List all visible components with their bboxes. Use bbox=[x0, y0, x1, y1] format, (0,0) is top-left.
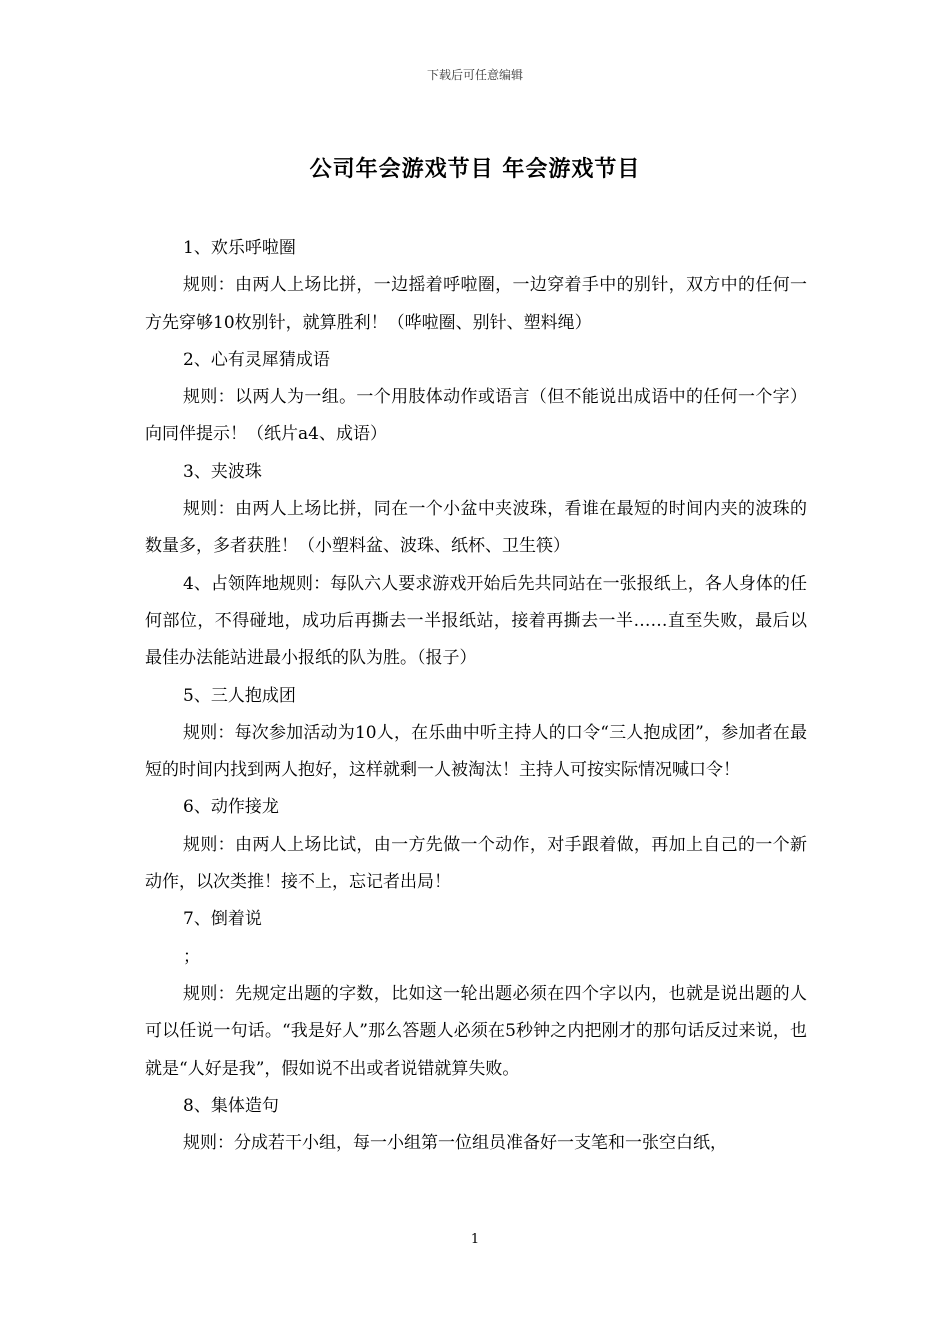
section-heading-8: 8、集体造句 bbox=[183, 1095, 279, 1116]
header-note: 下载后可任意编辑 bbox=[426, 68, 523, 82]
rule-paragraph-3: 规则：由两人上场比拼，同在一个小盆中夹波珠，看谁在最短的时间内夹的波珠的数量多，多者获胜！（小塑料盆、波珠、纸杯、卫生筷） bbox=[145, 499, 807, 557]
rule-paragraph-2: 规则：以两人为一组。一个用肢体动作或语言（但不能说出成语中的任何一个字）向同伴提示！（纸片a4、成语） bbox=[145, 387, 807, 445]
section-heading-6: 6、动作接龙 bbox=[183, 797, 279, 818]
section-paragraph-4: 4、占领阵地规则：每队六人要求游戏开始后先共同站在一张报纸上，各人身体的任何部位，不得碰地，成功后再撕去一半报纸站，接着再撕去一半……直至失败，最后以最佳办法能站进最小报纸的队为胜。（报子） bbox=[145, 573, 807, 669]
section-heading-7: 7、倒着说 bbox=[183, 909, 262, 930]
rule-paragraph-5: 规则：每次参加活动为10人，在乐曲中听主持人的口令“三人抱成团”，参加者在最短的时间内找到两人抱好，这样就剩一人被淘汰！主持人可按实际情况喊口令！ bbox=[145, 722, 807, 781]
section-heading-2: 2、心有灵犀猜成语 bbox=[183, 349, 330, 370]
rule-paragraph-1: 规则：由两人上场比拼，一边摇着呼啦圈，一边穿着手中的别针，双方中的任何一方先穿够10枚别针，就算胜利！（哗啦圈、别针、塑料绳） bbox=[145, 275, 807, 333]
document-title: 公司年会游戏节目 年会游戏节目 bbox=[309, 157, 641, 182]
rule-paragraph-7: 规则：先规定出题的字数，比如这一轮出题必须在四个字以内，也就是说出题的人可以任说一句话。“我是好人”那么答题人必须在5秒钟之内把刚才的那句话反过来说，也就是“人好是我”，假如说不出或者说错就算失败。 bbox=[145, 983, 807, 1079]
section-heading-3: 3、夹波珠 bbox=[183, 461, 262, 482]
section-heading-5: 5、三人抱成团 bbox=[183, 685, 296, 706]
document-body bbox=[145, 230, 807, 1162]
rule-paragraph-8: 规则：分成若干小组，每一小组第一位组员准备好一支笔和一张空白纸， bbox=[183, 1133, 727, 1154]
page-number: 1 bbox=[470, 1232, 480, 1247]
section-heading-1: 1、欢乐呼啦圈 bbox=[183, 238, 296, 258]
stray-semicolon: ； bbox=[183, 946, 200, 967]
rule-paragraph-6: 规则：由两人上场比试，由一方先做一个动作，对手跟着做，再加上自己的一个新动作，以次类推！接不上，忘记者出局！ bbox=[145, 834, 807, 893]
